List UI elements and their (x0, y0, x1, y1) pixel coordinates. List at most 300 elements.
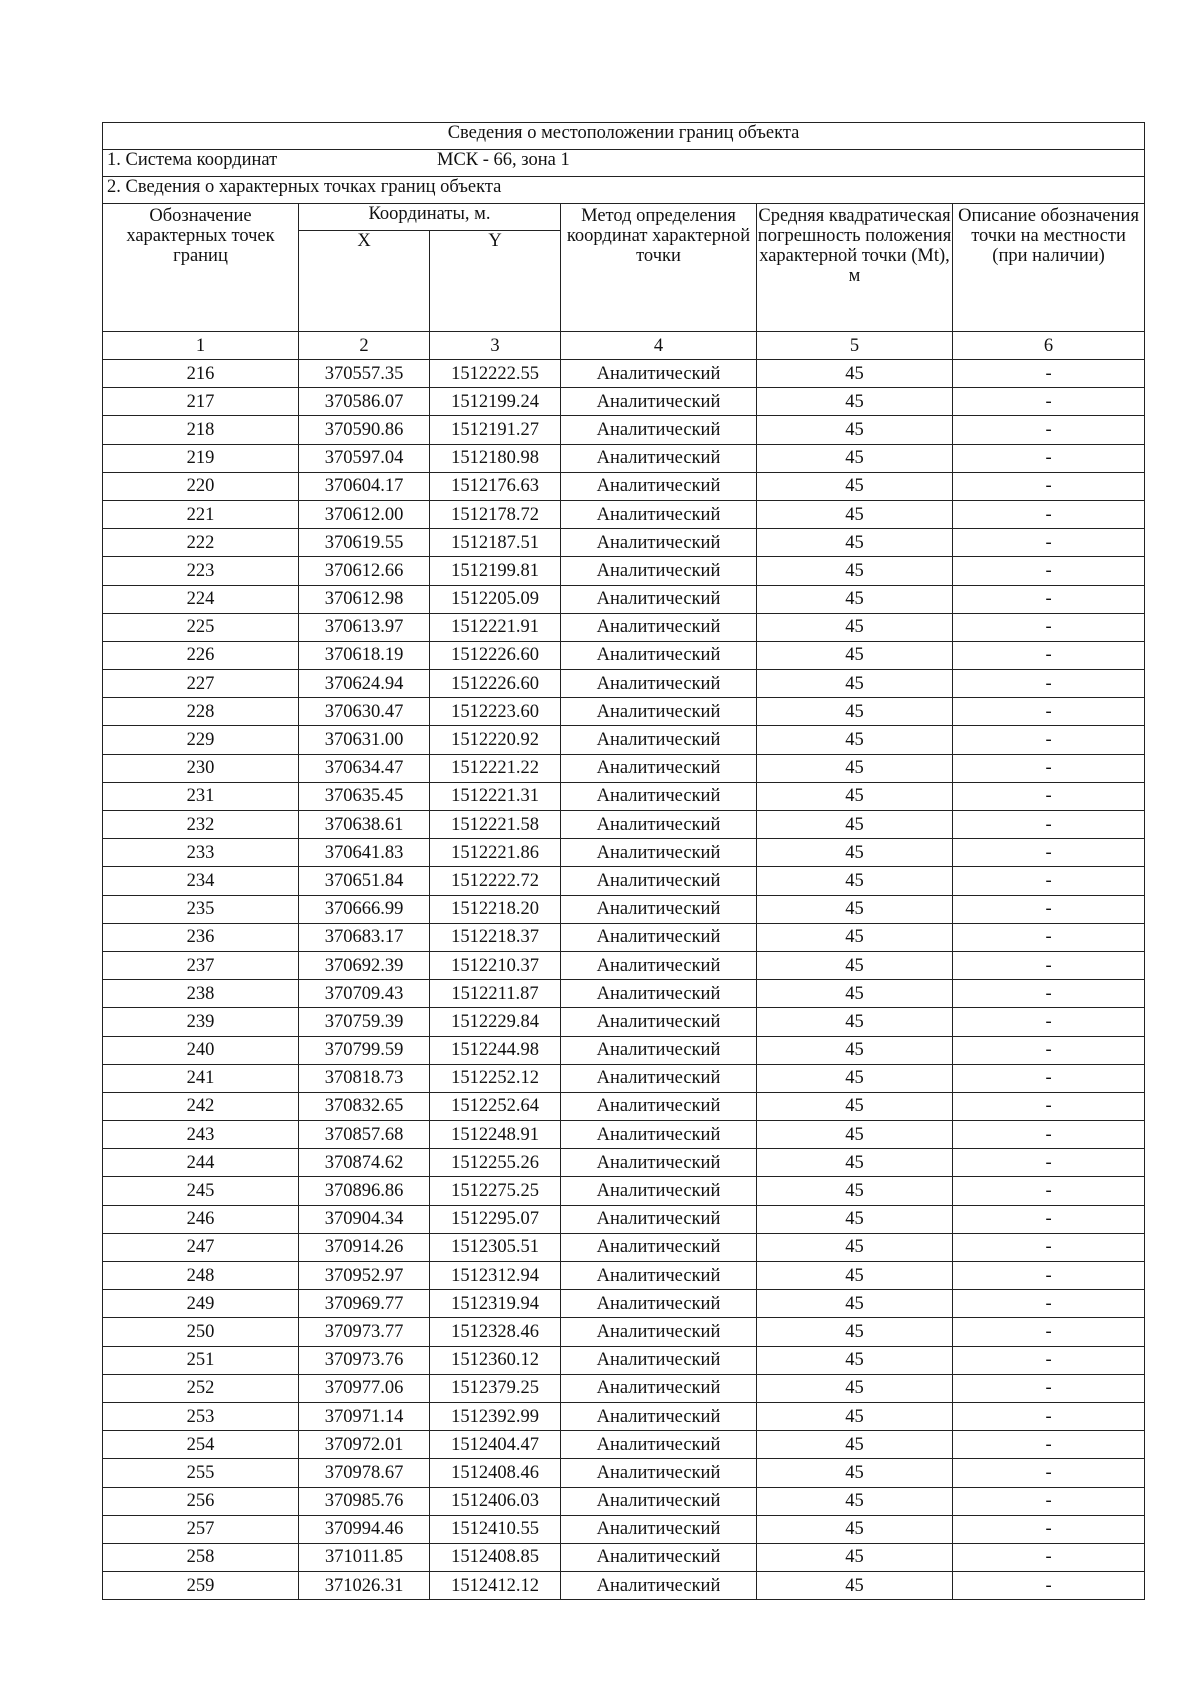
x-coordinate-cell: 370612.66 (299, 557, 430, 585)
description-cell: - (953, 811, 1145, 839)
method-cell: Аналитический (561, 1515, 757, 1543)
x-coordinate-cell: 370590.86 (299, 416, 430, 444)
point-id-cell: 243 (103, 1121, 299, 1149)
mt-cell: 45 (757, 641, 953, 669)
y-coordinate-cell: 1512218.20 (430, 895, 561, 923)
table-row (103, 1402, 1145, 1430)
description-cell: - (953, 641, 1145, 669)
y-coordinate-cell: 1512255.26 (430, 1149, 561, 1177)
method-cell: Аналитический (561, 839, 757, 867)
table-row (103, 670, 1145, 698)
y-coordinate-cell: 1512211.87 (430, 980, 561, 1008)
mt-cell: 45 (757, 388, 953, 416)
y-coordinate-cell: 1512319.94 (430, 1290, 561, 1318)
y-coordinate-cell: 1512248.91 (430, 1121, 561, 1149)
table-row (103, 1374, 1145, 1402)
description-cell: - (953, 360, 1145, 388)
boundary-points-table (102, 122, 1145, 1600)
x-coordinate-cell: 370709.43 (299, 980, 430, 1008)
y-coordinate-cell: 1512406.03 (430, 1487, 561, 1515)
coordinate-system-label: 1. Система координат (107, 150, 278, 170)
description-cell: - (953, 388, 1145, 416)
x-coordinate-cell: 370799.59 (299, 1036, 430, 1064)
method-cell: Аналитический (561, 811, 757, 839)
y-coordinate-cell: 1512199.81 (430, 557, 561, 585)
mt-cell: 45 (757, 1459, 953, 1487)
header-point-designation: Обозначение характерных точек границ (103, 204, 299, 332)
method-cell: Аналитический (561, 895, 757, 923)
method-cell: Аналитический (561, 1121, 757, 1149)
description-cell: - (953, 923, 1145, 951)
description-cell: - (953, 1262, 1145, 1290)
x-coordinate-cell: 370634.47 (299, 754, 430, 782)
header-mean-square-error: Средняя квадратическая погрешность положения характерной точки (Mt), м (757, 204, 953, 332)
table-body (103, 360, 1145, 1600)
x-coordinate-cell: 370619.55 (299, 529, 430, 557)
point-id-cell: 227 (103, 670, 299, 698)
mt-cell: 45 (757, 1149, 953, 1177)
table-row (103, 529, 1145, 557)
mt-cell: 45 (757, 1487, 953, 1515)
method-cell: Аналитический (561, 416, 757, 444)
method-cell: Аналитический (561, 1008, 757, 1036)
description-cell: - (953, 500, 1145, 528)
point-id-cell: 254 (103, 1431, 299, 1459)
point-id-cell: 233 (103, 839, 299, 867)
mt-cell: 45 (757, 585, 953, 613)
mt-cell: 45 (757, 1402, 953, 1430)
point-id-cell: 216 (103, 360, 299, 388)
point-id-cell: 253 (103, 1402, 299, 1430)
header-y: Y (430, 231, 561, 332)
method-cell: Аналитический (561, 529, 757, 557)
x-coordinate-cell: 370597.04 (299, 444, 430, 472)
x-coordinate-cell: 370638.61 (299, 811, 430, 839)
mt-cell: 45 (757, 472, 953, 500)
y-coordinate-cell: 1512408.46 (430, 1459, 561, 1487)
table-row (103, 585, 1145, 613)
mt-cell: 45 (757, 1262, 953, 1290)
mt-cell: 45 (757, 444, 953, 472)
point-id-cell: 258 (103, 1543, 299, 1571)
point-id-cell: 249 (103, 1290, 299, 1318)
description-cell: - (953, 1205, 1145, 1233)
description-cell: - (953, 1149, 1145, 1177)
method-cell: Аналитический (561, 613, 757, 641)
mt-cell: 45 (757, 867, 953, 895)
y-coordinate-cell: 1512226.60 (430, 641, 561, 669)
table-row (103, 980, 1145, 1008)
mt-cell: 45 (757, 1515, 953, 1543)
description-cell: - (953, 1515, 1145, 1543)
description-cell: - (953, 698, 1145, 726)
table-row (103, 557, 1145, 585)
mt-cell: 45 (757, 754, 953, 782)
y-coordinate-cell: 1512252.64 (430, 1092, 561, 1120)
x-coordinate-cell: 370971.14 (299, 1402, 430, 1430)
y-coordinate-cell: 1512191.27 (430, 416, 561, 444)
description-cell: - (953, 1233, 1145, 1261)
mt-cell: 45 (757, 782, 953, 810)
point-id-cell: 239 (103, 1008, 299, 1036)
table-row (103, 951, 1145, 979)
point-id-cell: 259 (103, 1572, 299, 1600)
mt-cell: 45 (757, 500, 953, 528)
x-coordinate-cell: 370972.01 (299, 1431, 430, 1459)
y-coordinate-cell: 1512176.63 (430, 472, 561, 500)
point-id-cell: 242 (103, 1092, 299, 1120)
point-id-cell: 225 (103, 613, 299, 641)
x-coordinate-cell: 370973.77 (299, 1318, 430, 1346)
mt-cell: 45 (757, 1036, 953, 1064)
point-id-cell: 252 (103, 1374, 299, 1402)
mt-cell: 45 (757, 1064, 953, 1092)
table-row (103, 416, 1145, 444)
coordinate-system-value: МСК - 66, зона 1 (437, 150, 570, 170)
point-id-cell: 257 (103, 1515, 299, 1543)
table-row (103, 782, 1145, 810)
mt-cell: 45 (757, 1177, 953, 1205)
mt-cell: 45 (757, 1543, 953, 1571)
point-id-cell: 232 (103, 811, 299, 839)
x-coordinate-cell: 370604.17 (299, 472, 430, 500)
x-coordinate-cell: 370973.76 (299, 1346, 430, 1374)
y-coordinate-cell: 1512244.98 (430, 1036, 561, 1064)
description-cell: - (953, 472, 1145, 500)
description-cell: - (953, 1036, 1145, 1064)
y-coordinate-cell: 1512221.91 (430, 613, 561, 641)
method-cell: Аналитический (561, 641, 757, 669)
y-coordinate-cell: 1512412.12 (430, 1572, 561, 1600)
x-coordinate-cell: 371026.31 (299, 1572, 430, 1600)
method-cell: Аналитический (561, 444, 757, 472)
method-cell: Аналитический (561, 388, 757, 416)
description-cell: - (953, 1459, 1145, 1487)
method-cell: Аналитический (561, 1402, 757, 1430)
point-id-cell: 237 (103, 951, 299, 979)
x-coordinate-cell: 370613.97 (299, 613, 430, 641)
y-coordinate-cell: 1512199.24 (430, 388, 561, 416)
table-row (103, 1487, 1145, 1515)
description-cell: - (953, 557, 1145, 585)
point-id-cell: 230 (103, 754, 299, 782)
table-row (103, 613, 1145, 641)
y-coordinate-cell: 1512252.12 (430, 1064, 561, 1092)
mt-cell: 45 (757, 1572, 953, 1600)
document-sheet (102, 122, 1144, 1600)
mt-cell: 45 (757, 951, 953, 979)
point-id-cell: 226 (103, 641, 299, 669)
table-row (103, 1036, 1145, 1064)
table-row (103, 1233, 1145, 1261)
description-cell: - (953, 585, 1145, 613)
x-coordinate-cell: 370666.99 (299, 895, 430, 923)
y-coordinate-cell: 1512392.99 (430, 1402, 561, 1430)
description-cell: - (953, 839, 1145, 867)
method-cell: Аналитический (561, 1177, 757, 1205)
mt-cell: 45 (757, 557, 953, 585)
description-cell: - (953, 529, 1145, 557)
section-2-label: 2. Сведения о характерных точках границ объекта (103, 177, 1145, 204)
method-cell: Аналитический (561, 1487, 757, 1515)
table-row (103, 754, 1145, 782)
description-cell: - (953, 726, 1145, 754)
point-id-cell: 234 (103, 867, 299, 895)
y-coordinate-cell: 1512222.72 (430, 867, 561, 895)
y-coordinate-cell: 1512180.98 (430, 444, 561, 472)
header-method: Метод определения координат характерной точки (561, 204, 757, 332)
x-coordinate-cell: 370651.84 (299, 867, 430, 895)
mt-cell: 45 (757, 1374, 953, 1402)
table-row (103, 388, 1145, 416)
x-coordinate-cell: 370985.76 (299, 1487, 430, 1515)
method-cell: Аналитический (561, 698, 757, 726)
method-cell: Аналитический (561, 1205, 757, 1233)
column-number: 6 (953, 332, 1145, 360)
x-coordinate-cell: 370977.06 (299, 1374, 430, 1402)
method-cell: Аналитический (561, 1431, 757, 1459)
y-coordinate-cell: 1512229.84 (430, 1008, 561, 1036)
mt-cell: 45 (757, 1318, 953, 1346)
description-cell: - (953, 1543, 1145, 1571)
table-row (103, 1346, 1145, 1374)
method-cell: Аналитический (561, 500, 757, 528)
table-row (103, 360, 1145, 388)
method-cell: Аналитический (561, 1318, 757, 1346)
description-cell: - (953, 1008, 1145, 1036)
method-cell: Аналитический (561, 923, 757, 951)
column-number: 2 (299, 332, 430, 360)
y-coordinate-cell: 1512410.55 (430, 1515, 561, 1543)
y-coordinate-cell: 1512379.25 (430, 1374, 561, 1402)
coordinate-system-row (103, 150, 1145, 177)
method-cell: Аналитический (561, 1036, 757, 1064)
point-id-cell: 240 (103, 1036, 299, 1064)
table-row (103, 1262, 1145, 1290)
table-row (103, 726, 1145, 754)
mt-cell: 45 (757, 529, 953, 557)
x-coordinate-cell: 370874.62 (299, 1149, 430, 1177)
mt-cell: 45 (757, 1008, 953, 1036)
table-row (103, 1318, 1145, 1346)
header-x: X (299, 231, 430, 332)
mt-cell: 45 (757, 1205, 953, 1233)
y-coordinate-cell: 1512360.12 (430, 1346, 561, 1374)
description-cell: - (953, 1318, 1145, 1346)
y-coordinate-cell: 1512210.37 (430, 951, 561, 979)
table-row (103, 1431, 1145, 1459)
description-cell: - (953, 867, 1145, 895)
y-coordinate-cell: 1512218.37 (430, 923, 561, 951)
description-cell: - (953, 754, 1145, 782)
point-id-cell: 235 (103, 895, 299, 923)
table-row (103, 500, 1145, 528)
method-cell: Аналитический (561, 782, 757, 810)
description-cell: - (953, 782, 1145, 810)
mt-cell: 45 (757, 726, 953, 754)
x-coordinate-cell: 370832.65 (299, 1092, 430, 1120)
mt-cell: 45 (757, 670, 953, 698)
description-cell: - (953, 1064, 1145, 1092)
mt-cell: 45 (757, 1092, 953, 1120)
method-cell: Аналитический (561, 1064, 757, 1092)
table-row (103, 839, 1145, 867)
point-id-cell: 250 (103, 1318, 299, 1346)
y-coordinate-cell: 1512404.47 (430, 1431, 561, 1459)
x-coordinate-cell: 370692.39 (299, 951, 430, 979)
y-coordinate-cell: 1512328.46 (430, 1318, 561, 1346)
point-id-cell: 251 (103, 1346, 299, 1374)
table-row (103, 1149, 1145, 1177)
point-id-cell: 220 (103, 472, 299, 500)
method-cell: Аналитический (561, 951, 757, 979)
y-coordinate-cell: 1512222.55 (430, 360, 561, 388)
method-cell: Аналитический (561, 726, 757, 754)
x-coordinate-cell: 370631.00 (299, 726, 430, 754)
y-coordinate-cell: 1512312.94 (430, 1262, 561, 1290)
method-cell: Аналитический (561, 670, 757, 698)
header-coordinates-group: Координаты, м. (299, 204, 561, 231)
table-row (103, 641, 1145, 669)
description-cell: - (953, 1402, 1145, 1430)
x-coordinate-cell: 370612.00 (299, 500, 430, 528)
y-coordinate-cell: 1512221.22 (430, 754, 561, 782)
method-cell: Аналитический (561, 980, 757, 1008)
x-coordinate-cell: 370914.26 (299, 1233, 430, 1261)
description-cell: - (953, 980, 1145, 1008)
y-coordinate-cell: 1512408.85 (430, 1543, 561, 1571)
method-cell: Аналитический (561, 1092, 757, 1120)
point-id-cell: 247 (103, 1233, 299, 1261)
table-row (103, 1092, 1145, 1120)
mt-cell: 45 (757, 360, 953, 388)
y-coordinate-cell: 1512220.92 (430, 726, 561, 754)
point-id-cell: 223 (103, 557, 299, 585)
x-coordinate-cell: 370612.98 (299, 585, 430, 613)
y-coordinate-cell: 1512275.25 (430, 1177, 561, 1205)
description-cell: - (953, 1290, 1145, 1318)
point-id-cell: 217 (103, 388, 299, 416)
table-row (103, 1121, 1145, 1149)
y-coordinate-cell: 1512205.09 (430, 585, 561, 613)
method-cell: Аналитический (561, 1346, 757, 1374)
table-row (103, 698, 1145, 726)
description-cell: - (953, 1572, 1145, 1600)
mt-cell: 45 (757, 613, 953, 641)
y-coordinate-cell: 1512187.51 (430, 529, 561, 557)
description-cell: - (953, 1092, 1145, 1120)
mt-cell: 45 (757, 1290, 953, 1318)
mt-cell: 45 (757, 980, 953, 1008)
method-cell: Аналитический (561, 585, 757, 613)
y-coordinate-cell: 1512295.07 (430, 1205, 561, 1233)
x-coordinate-cell: 370624.94 (299, 670, 430, 698)
point-id-cell: 256 (103, 1487, 299, 1515)
method-cell: Аналитический (561, 754, 757, 782)
method-cell: Аналитический (561, 1572, 757, 1600)
mt-cell: 45 (757, 698, 953, 726)
y-coordinate-cell: 1512305.51 (430, 1233, 561, 1261)
point-id-cell: 221 (103, 500, 299, 528)
method-cell: Аналитический (561, 472, 757, 500)
point-id-cell: 231 (103, 782, 299, 810)
table-row (103, 895, 1145, 923)
y-coordinate-cell: 1512223.60 (430, 698, 561, 726)
mt-cell: 45 (757, 895, 953, 923)
x-coordinate-cell: 370904.34 (299, 1205, 430, 1233)
table-row (103, 1205, 1145, 1233)
description-cell: - (953, 444, 1145, 472)
point-id-cell: 245 (103, 1177, 299, 1205)
description-cell: - (953, 613, 1145, 641)
x-coordinate-cell: 370630.47 (299, 698, 430, 726)
description-cell: - (953, 1121, 1145, 1149)
x-coordinate-cell: 370952.97 (299, 1262, 430, 1290)
x-coordinate-cell: 370586.07 (299, 388, 430, 416)
method-cell: Аналитический (561, 1459, 757, 1487)
table-row (103, 1064, 1145, 1092)
point-id-cell: 224 (103, 585, 299, 613)
description-cell: - (953, 1431, 1145, 1459)
x-coordinate-cell: 370978.67 (299, 1459, 430, 1487)
x-coordinate-cell: 370896.86 (299, 1177, 430, 1205)
description-cell: - (953, 416, 1145, 444)
point-id-cell: 255 (103, 1459, 299, 1487)
table-row (103, 1515, 1145, 1543)
x-coordinate-cell: 370618.19 (299, 641, 430, 669)
description-cell: - (953, 951, 1145, 979)
y-coordinate-cell: 1512178.72 (430, 500, 561, 528)
table-row (103, 1459, 1145, 1487)
x-coordinate-cell: 370683.17 (299, 923, 430, 951)
table-row (103, 811, 1145, 839)
table-row (103, 1290, 1145, 1318)
mt-cell: 45 (757, 416, 953, 444)
method-cell: Аналитический (561, 360, 757, 388)
x-coordinate-cell: 370969.77 (299, 1290, 430, 1318)
point-id-cell: 236 (103, 923, 299, 951)
description-cell: - (953, 1346, 1145, 1374)
table-title: Сведения о местоположении границ объекта (103, 123, 1145, 150)
description-cell: - (953, 1487, 1145, 1515)
column-number: 3 (430, 332, 561, 360)
method-cell: Аналитический (561, 1149, 757, 1177)
table-row (103, 1543, 1145, 1571)
table-row (103, 923, 1145, 951)
description-cell: - (953, 670, 1145, 698)
x-coordinate-cell: 370641.83 (299, 839, 430, 867)
table-row (103, 1008, 1145, 1036)
y-coordinate-cell: 1512221.86 (430, 839, 561, 867)
method-cell: Аналитический (561, 1262, 757, 1290)
mt-cell: 45 (757, 1346, 953, 1374)
point-id-cell: 229 (103, 726, 299, 754)
mt-cell: 45 (757, 923, 953, 951)
point-id-cell: 241 (103, 1064, 299, 1092)
x-coordinate-cell: 370759.39 (299, 1008, 430, 1036)
table-row (103, 1177, 1145, 1205)
point-id-cell: 228 (103, 698, 299, 726)
header-point-description: Описание обозначения точки на местности (при наличии) (953, 204, 1145, 332)
table-row (103, 472, 1145, 500)
method-cell: Аналитический (561, 557, 757, 585)
x-coordinate-cell: 371011.85 (299, 1543, 430, 1571)
point-id-cell: 248 (103, 1262, 299, 1290)
method-cell: Аналитический (561, 1290, 757, 1318)
point-id-cell: 218 (103, 416, 299, 444)
method-cell: Аналитический (561, 867, 757, 895)
table-row (103, 867, 1145, 895)
